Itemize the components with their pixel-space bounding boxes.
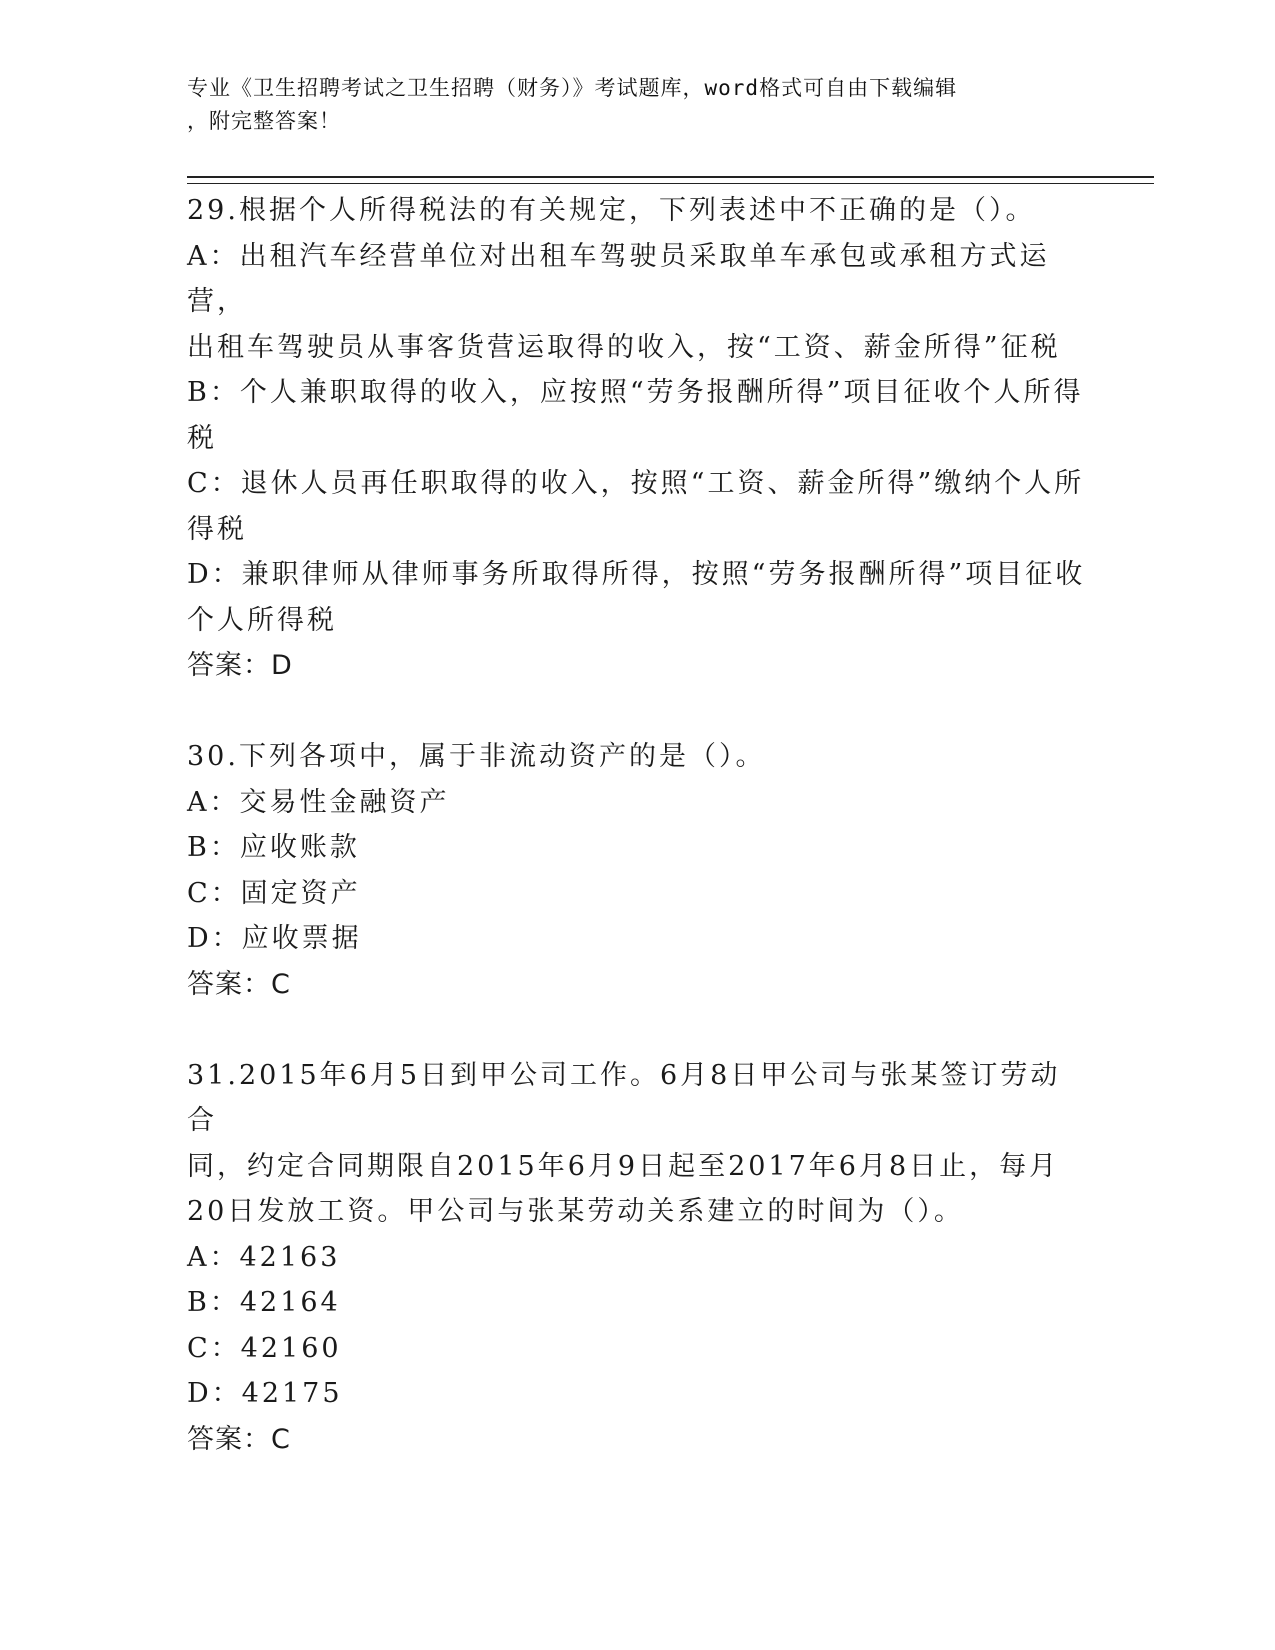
option-text: 个人所得税 bbox=[187, 604, 337, 636]
question-stem: 29.根据个人所得税法的有关规定，下列表述中不正确的是（）。 bbox=[187, 195, 1036, 226]
option-d bbox=[187, 552, 1087, 643]
question-stem: 30.下列各项中，属于非流动资产的是（）。 bbox=[187, 741, 766, 772]
option-text: D：兼职律师从律师事务所取得所得，按照“劳务报酬所得”项目征收 bbox=[187, 559, 1086, 590]
question-stem: 同，约定合同期限自2015年6月9日起至2017年6月8日止，每月 bbox=[187, 1150, 1060, 1182]
option-c: C：固定资产 bbox=[187, 877, 361, 909]
option-text: 得税 bbox=[187, 513, 247, 545]
option-a bbox=[187, 234, 1087, 371]
spacer bbox=[187, 1007, 1087, 1053]
option-a: A：交易性金融资产 bbox=[187, 786, 450, 818]
question-31 bbox=[187, 1053, 1087, 1463]
option-text: 出租车驾驶员从事客货营运取得的收入，按“工资、薪金所得”征税 bbox=[187, 331, 1061, 363]
question-30 bbox=[187, 734, 1087, 1007]
header-line-2: ，附完整答案！ bbox=[187, 109, 341, 133]
option-c bbox=[187, 461, 1087, 552]
option-a: A：42163 bbox=[187, 1241, 341, 1273]
option-b bbox=[187, 370, 1087, 461]
header-divider-thin bbox=[187, 183, 1154, 184]
question-list bbox=[187, 188, 1087, 1462]
header-line-1: 专业《卫生招聘考试之卫生招聘（财务）》考试题库，word格式可自由下载编辑 bbox=[187, 76, 958, 100]
option-text: C：退休人员再任职取得的收入，按照“工资、薪金所得”缴纳个人所 bbox=[187, 468, 1085, 499]
question-stem: 31.2015年6月5日到甲公司工作。6月8日甲公司与张某签订劳动合 bbox=[187, 1059, 1061, 1136]
answer-label: 答案：C bbox=[187, 968, 291, 1000]
option-d: D：42175 bbox=[187, 1378, 343, 1409]
answer-label: 答案：C bbox=[187, 1423, 291, 1455]
answer-label: 答案：D bbox=[187, 650, 293, 681]
option-text: 税 bbox=[187, 422, 217, 454]
header-divider-thick bbox=[187, 176, 1154, 178]
spacer bbox=[187, 689, 1087, 735]
option-text: B：个人兼职取得的收入，应按照“劳务报酬所得”项目征收个人所得 bbox=[187, 377, 1084, 408]
option-b: B：42164 bbox=[187, 1287, 341, 1318]
document-header bbox=[187, 72, 1087, 138]
question-29 bbox=[187, 188, 1087, 689]
option-b: B：应收账款 bbox=[187, 832, 360, 863]
option-text: A：出租汽车经营单位对出租车驾驶员采取单车承包或承租方式运营， bbox=[187, 240, 1050, 317]
option-d: D：应收票据 bbox=[187, 923, 362, 954]
question-stem: 20日发放工资。甲公司与张某劳动关系建立的时间为（）。 bbox=[187, 1196, 964, 1227]
option-c: C：42160 bbox=[187, 1332, 342, 1364]
